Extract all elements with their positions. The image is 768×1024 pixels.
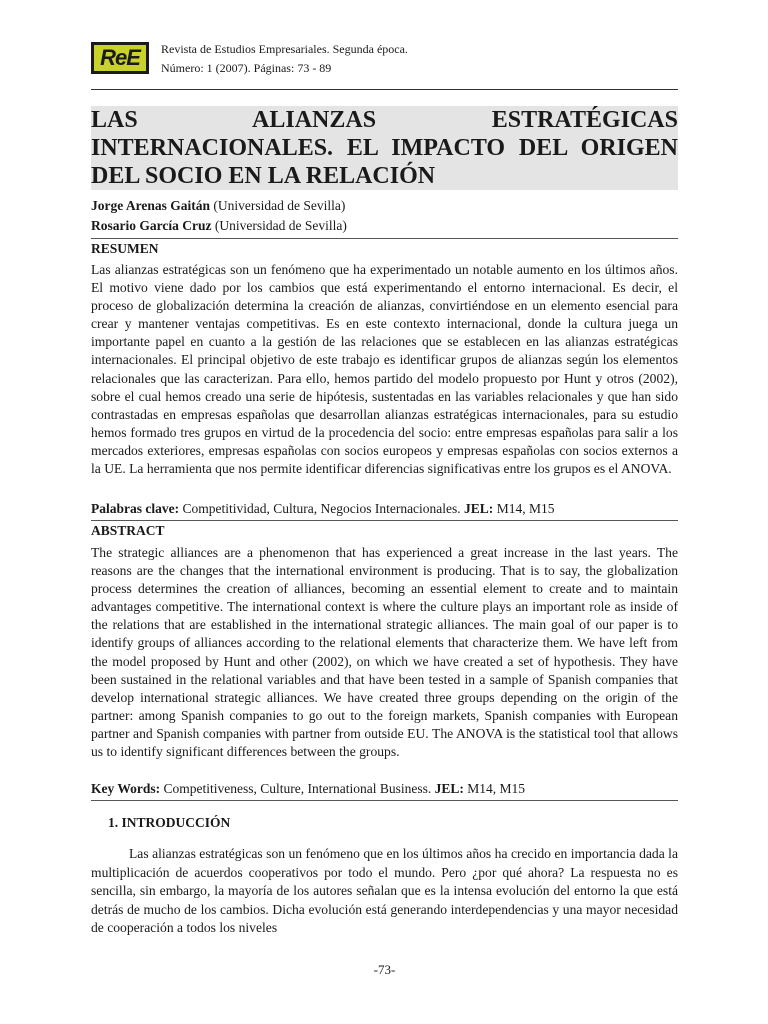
abstract-heading: ABSTRACT	[91, 523, 165, 538]
keywords-values: Competitividad, Cultura, Negocios Internacionales.	[179, 501, 465, 516]
author-affiliation: (Universidad de Sevilla)	[210, 198, 346, 213]
introduction-body: Las alianzas estratégicas son un fenómeno que en los últimos años ha crecido en importancia dada la multiplicación de acuerdos cooperativos por todo el mundo. Pero ¿por qué ahora? La respuesta no es sencilla, sin embargo, la mayoría de los autores señalan que es la intensa evolución del entorno la que está detrás de mucho de los cambios. Dicha evolución está generando interdependencias y una mayor necesidad de cooperación a todos los niveles	[91, 846, 678, 935]
abstract-end-divider	[91, 800, 678, 801]
keywords-label: Key Words:	[91, 781, 161, 796]
resumen-body: Las alianzas estratégicas son un fenómeno que ha experimentado un notable aumento en los últimos años. El motivo viene dado por los cambios que está experimentando el entorno internacional. Es decir, el proceso de globalización determina la creación de alianzas, convirtiéndose en un elemento esencial para crear y mantener ventajas competitivas. Es en este contexto internacional, donde la cultura juega un importante papel en cuanto a la gestión de las relaciones que se establecen en las alianzas estratégicas internacionales. El principal objetivo de este trabajo es identificar grupos de alianzas según los elementos relacionales que las caracterizan. Para ello, hemos partido del modelo propuesto por Hunt y otros (2002), sobre el cual hemos creado una serie de hipótesis, sustentadas en las variables relacionales y que han sido contrastadas en empresas españolas que desarrollan alianzas estratégicas internacionales, para su estudio hemos formado tres grupos en virtud de la procedencia del socio: entre empresas españolas para salir a los mercados exteriores, empresas españolas con socios europeos y empresas españolas con socios externos a la UE. La herramienta que nos permite identificar diferencias significativas entre los grupos es el ANOVA.	[91, 262, 678, 477]
jel-label: JEL:	[464, 501, 494, 516]
introduction-heading: 1. INTRODUCCIÓN	[108, 815, 231, 830]
author-2	[91, 216, 678, 236]
keywords-label: Palabras clave:	[91, 501, 180, 516]
resumen-keywords	[91, 500, 678, 518]
keywords-values: Competitiveness, Culture, International Business.	[160, 781, 435, 796]
jel-values: M14, M15	[463, 781, 526, 796]
resumen-heading: RESUMEN	[91, 241, 159, 256]
authors	[91, 196, 678, 236]
journal-line-2: Número: 1 (2007). Páginas: 73 - 89	[161, 61, 332, 75]
header-divider	[91, 89, 678, 90]
title-box	[91, 106, 678, 190]
journal-line-1: Revista de Estudios Empresariales. Segunda época.	[161, 42, 408, 56]
author-1	[91, 196, 678, 216]
author-name: Rosario García Cruz	[91, 218, 212, 233]
paper-title: LAS ALIANZAS ESTRATÉGICAS INTERNACIONALES. EL IMPACTO DEL ORIGEN DEL SOCIO EN LA RELACIÓN	[91, 107, 678, 189]
jel-label: JEL:	[434, 781, 464, 796]
logo-text: ReE	[94, 45, 146, 71]
journal-header	[91, 38, 678, 80]
author-affiliation: (Universidad de Sevilla)	[211, 218, 347, 233]
resumen-divider	[91, 238, 678, 239]
page-number: -73-	[373, 962, 396, 977]
journal-logo	[91, 42, 149, 74]
abstract-divider	[91, 520, 678, 521]
abstract-keywords	[91, 780, 678, 798]
author-name: Jorge Arenas Gaitán	[91, 198, 210, 213]
journal-info	[161, 40, 408, 78]
abstract-body: The strategic alliances are a phenomenon that has experienced a great increase in the last years. The reasons are the changes that the international environment is producing. That is to say, the globalization process determines the creation of alliances, becoming an essential element to create and to maintain advantages competitive. The international context is where the culture plays an important role as inside of the relations that are established in the international strategic alliances. The main goal of our paper is to identify groups of alliances according to the relational elements that characterize them. We have left from the model proposed by Hunt and other (2002), on which we have created a set of hypothesis. They have been sustained in the relational variables and that have been tested in a sample of Spanish companies that develop international strategic alliances. We have created three groups depending on the origin of the partner: among Spanish companies to go out to the foreign markets, Spanish companies with European partner and Spanish companies with partner from outside EU. The ANOVA is the statistical tool that allows us to identify significant differences between the groups.	[91, 545, 678, 760]
jel-values: M14, M15	[493, 501, 555, 516]
